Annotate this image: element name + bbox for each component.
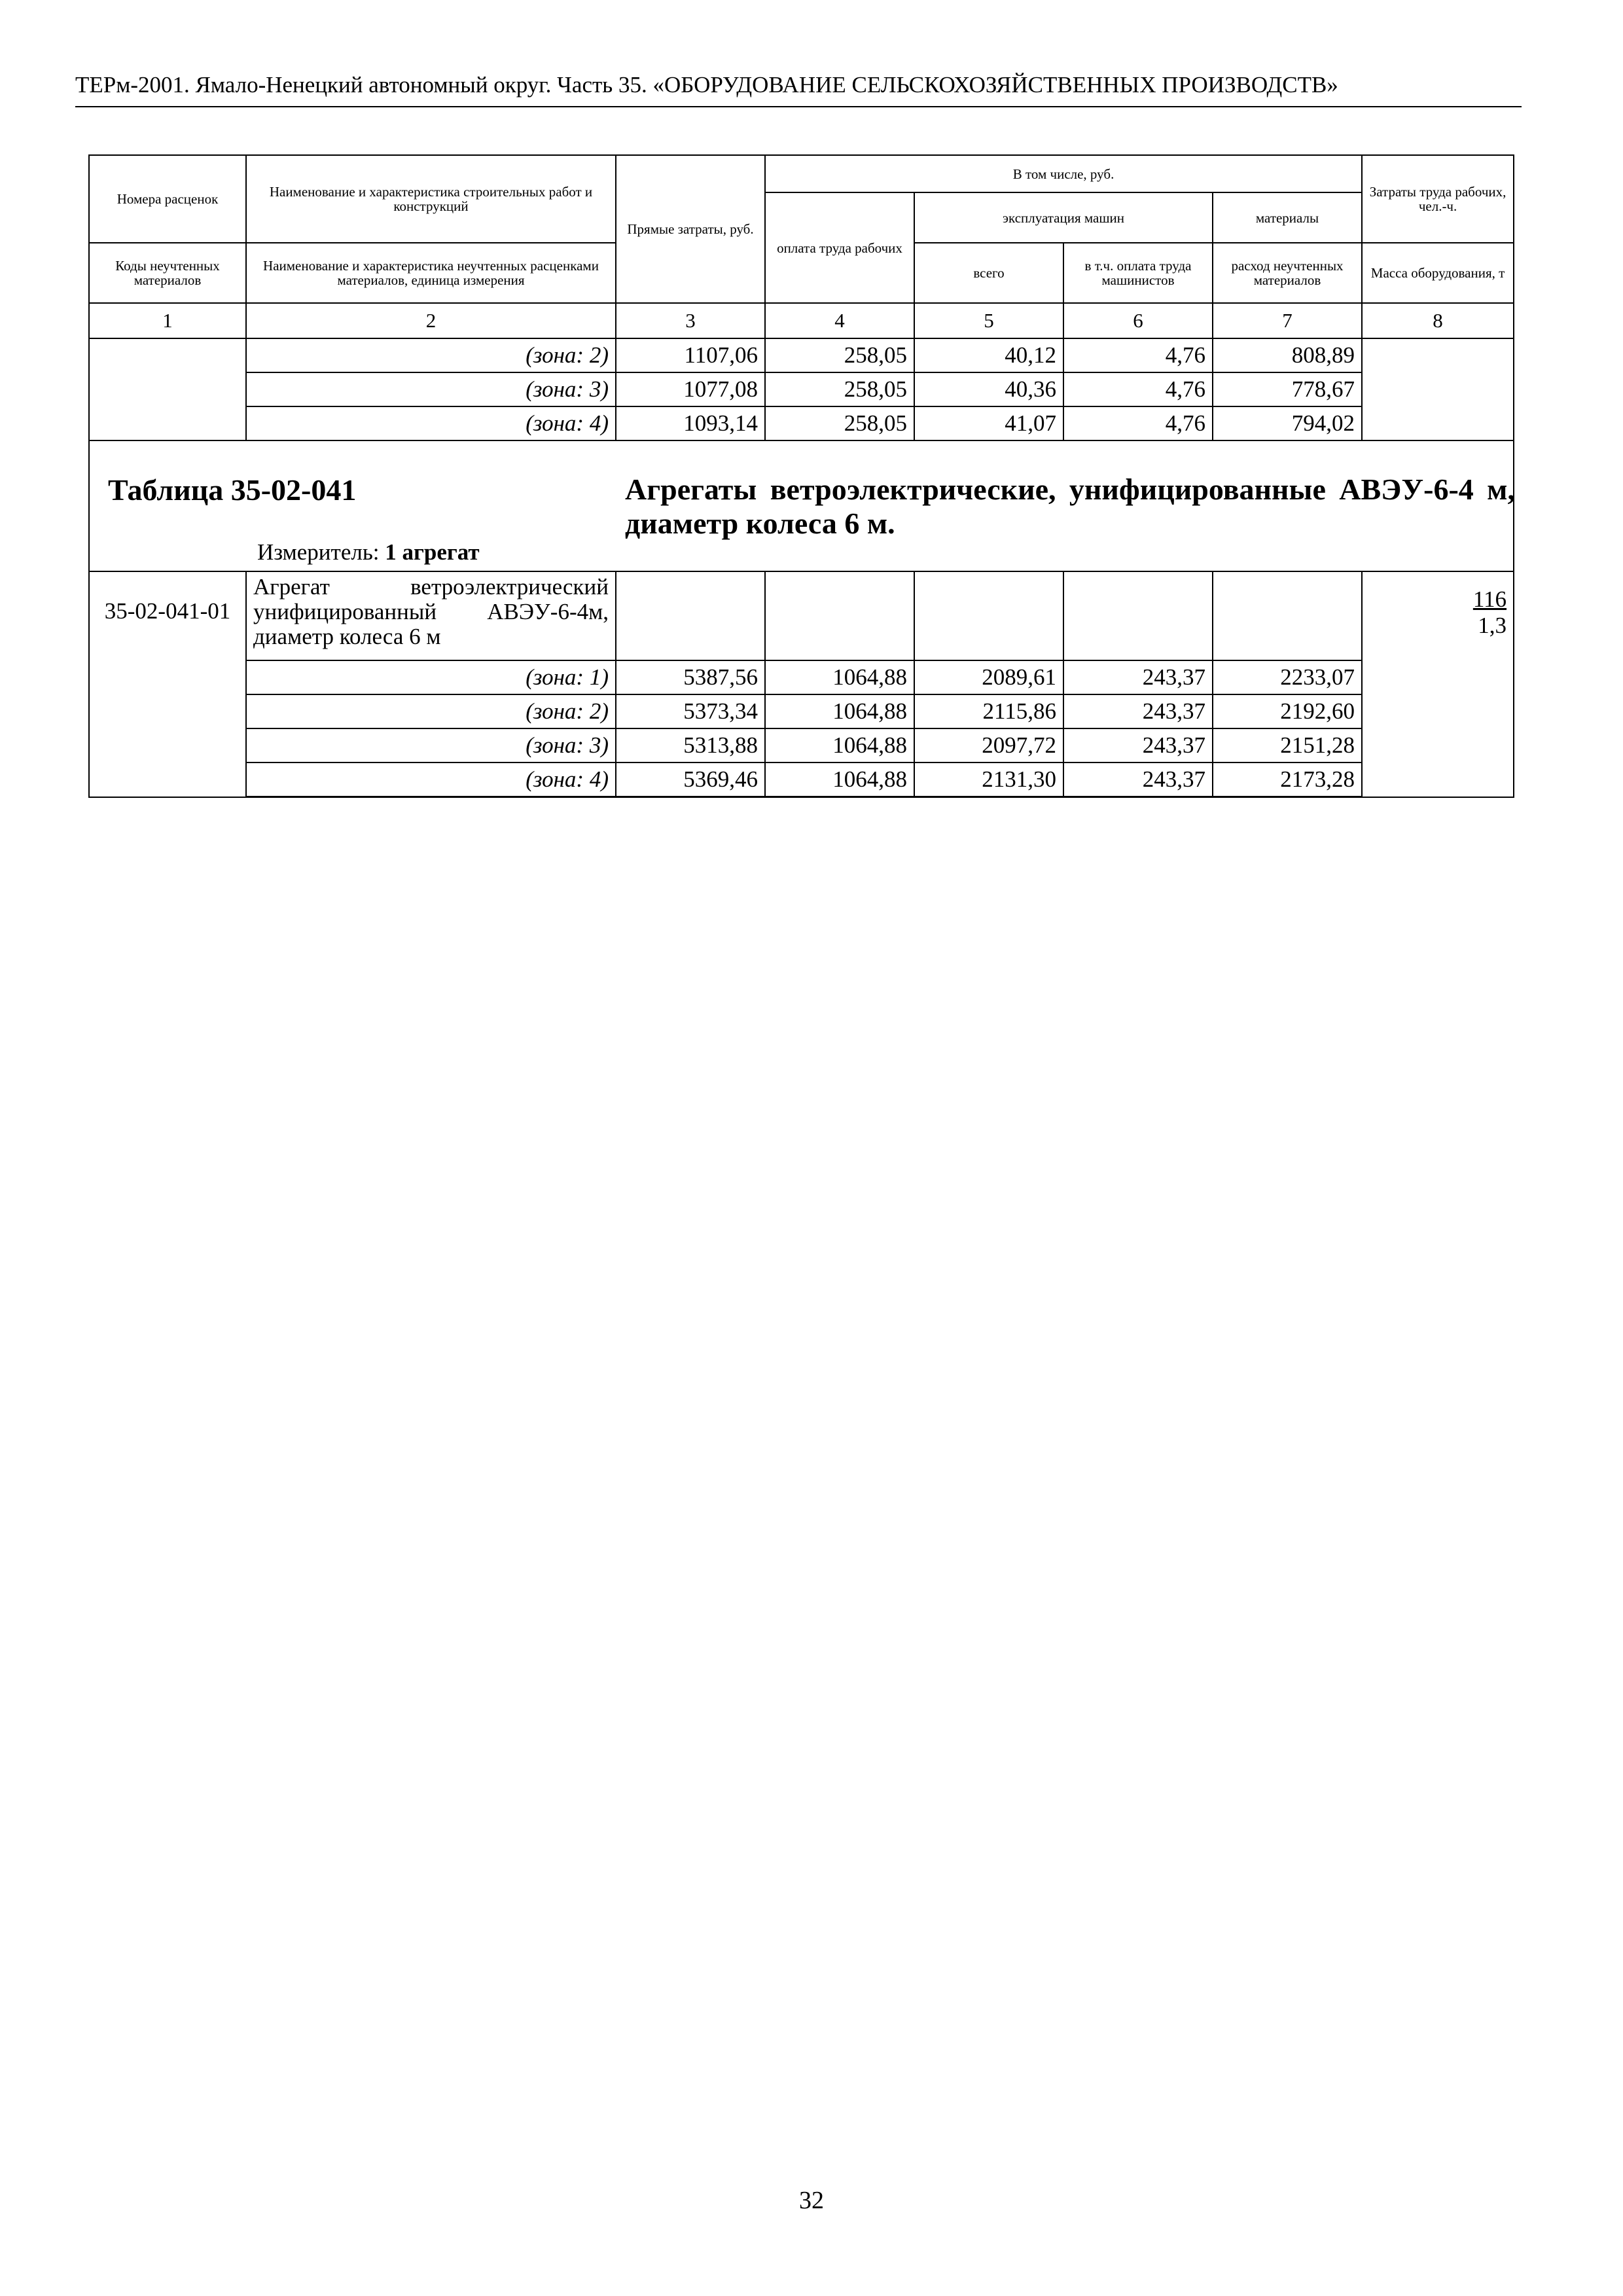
zone-label: (зона: 2) — [246, 694, 616, 728]
direct-cost: 1093,14 — [616, 406, 765, 440]
table-row — [89, 571, 1514, 660]
table-row — [89, 728, 1514, 762]
col-number: 8 — [1362, 303, 1514, 338]
zone-label: (зона: 4) — [246, 762, 616, 797]
col8-top-header: Затраты труда рабочих, чел.-ч. — [1362, 155, 1514, 243]
machinists-pay: 243,37 — [1063, 694, 1213, 728]
materials-cost: 2233,07 — [1213, 660, 1362, 694]
labor-pay: 258,05 — [765, 338, 914, 372]
col3-header: Прямые затраты, руб. — [616, 155, 765, 303]
item-description: Агрегат ветроэлектрический унифицированный АВЭУ-6-4м, диаметр колеса 6 м — [246, 571, 616, 660]
machinists-pay: 4,76 — [1063, 406, 1213, 440]
materials-cost: 2173,28 — [1213, 762, 1362, 797]
meter-line — [257, 539, 480, 565]
group-header: В том числе, руб. — [765, 155, 1362, 192]
machinists-pay: 243,37 — [1063, 660, 1213, 694]
equipment-mass: 1,3 — [1478, 613, 1507, 638]
col4-header: оплата труда рабочих — [765, 192, 914, 303]
table-row — [89, 338, 1514, 372]
col7-header: расход неучтенных материалов — [1213, 243, 1362, 303]
table-number: Таблица 35-02-041 — [108, 473, 357, 507]
machinists-pay: 4,76 — [1063, 338, 1213, 372]
machines-total: 40,36 — [914, 372, 1063, 406]
col2-top-header: Наименование и характеристика строительных работ и конструкций — [246, 155, 616, 243]
col-number: 1 — [89, 303, 246, 338]
zone-label: (зона: 1) — [246, 660, 616, 694]
meter-label: Измеритель: — [257, 539, 380, 565]
price-table — [88, 154, 1514, 798]
table-row — [89, 406, 1514, 440]
col8-bottom-header: Масса оборудования, т — [1362, 243, 1514, 303]
labor-mass-fraction — [1362, 571, 1514, 797]
col-number: 2 — [246, 303, 616, 338]
materials-header: материалы — [1213, 192, 1362, 243]
zone-label: (зона: 4) — [246, 406, 616, 440]
direct-cost: 1107,06 — [616, 338, 765, 372]
labor-pay: 1064,88 — [765, 728, 914, 762]
direct-cost: 1077,08 — [616, 372, 765, 406]
machinists-pay: 4,76 — [1063, 372, 1213, 406]
machines-total: 2115,86 — [914, 694, 1063, 728]
labor-pay: 258,05 — [765, 372, 914, 406]
zone-label: (зона: 2) — [246, 338, 616, 372]
machines-total: 2131,30 — [914, 762, 1063, 797]
col5-header: всего — [914, 243, 1063, 303]
col-number: 3 — [616, 303, 765, 338]
materials-cost: 2192,60 — [1213, 694, 1362, 728]
col-number: 7 — [1213, 303, 1362, 338]
direct-cost: 5369,46 — [616, 762, 765, 797]
col1-top-header: Номера расценок — [89, 155, 246, 243]
labor-pay: 1064,88 — [765, 762, 914, 797]
col6-header: в т.ч. оплата труда машинистов — [1063, 243, 1213, 303]
materials-cost: 808,89 — [1213, 338, 1362, 372]
labor-pay: 1064,88 — [765, 694, 914, 728]
table-title-block — [89, 440, 1514, 571]
materials-cost: 2151,28 — [1213, 728, 1362, 762]
zone-label: (зона: 3) — [246, 372, 616, 406]
col-number: 5 — [914, 303, 1063, 338]
item-code: 35-02-041-01 — [89, 571, 246, 797]
page-number: 32 — [799, 2187, 824, 2214]
table-row — [89, 660, 1514, 694]
col-number: 6 — [1063, 303, 1213, 338]
direct-cost: 5373,34 — [616, 694, 765, 728]
machines-total: 2089,61 — [914, 660, 1063, 694]
table-row — [89, 694, 1514, 728]
table-name: Агрегаты ветроэлектрические, унифицированные АВЭУ-6-4 м, диаметр колеса 6 м. — [625, 473, 1515, 540]
machinists-pay: 243,37 — [1063, 728, 1213, 762]
col-number: 4 — [765, 303, 914, 338]
page-header: ТЕРм-2001. Ямало-Ненецкий автономный округ. Часть 35. «ОБОРУДОВАНИЕ СЕЛЬСКОХОЗЯЙСТВЕННЫХ ПРОИЗВОДСТВ» — [75, 72, 1522, 107]
materials-cost: 778,67 — [1213, 372, 1362, 406]
col2-bottom-header: Наименование и характеристика неучтенных расценками материалов, единица измерения — [246, 243, 616, 303]
labor-pay: 258,05 — [765, 406, 914, 440]
machines-header: эксплуатация машин — [914, 192, 1213, 243]
meter-value: 1 агрегат — [385, 539, 480, 565]
col1-bottom-header: Коды неучтенных материалов — [89, 243, 246, 303]
table-row — [89, 762, 1514, 797]
labor-pay: 1064,88 — [765, 660, 914, 694]
materials-cost: 794,02 — [1213, 406, 1362, 440]
machinists-pay: 243,37 — [1063, 762, 1213, 797]
zone-label: (зона: 3) — [246, 728, 616, 762]
machines-total: 2097,72 — [914, 728, 1063, 762]
direct-cost: 5387,56 — [616, 660, 765, 694]
machines-total: 41,07 — [914, 406, 1063, 440]
table-row — [89, 372, 1514, 406]
labor-hours: 116 — [1472, 586, 1507, 612]
machines-total: 40,12 — [914, 338, 1063, 372]
direct-cost: 5313,88 — [616, 728, 765, 762]
